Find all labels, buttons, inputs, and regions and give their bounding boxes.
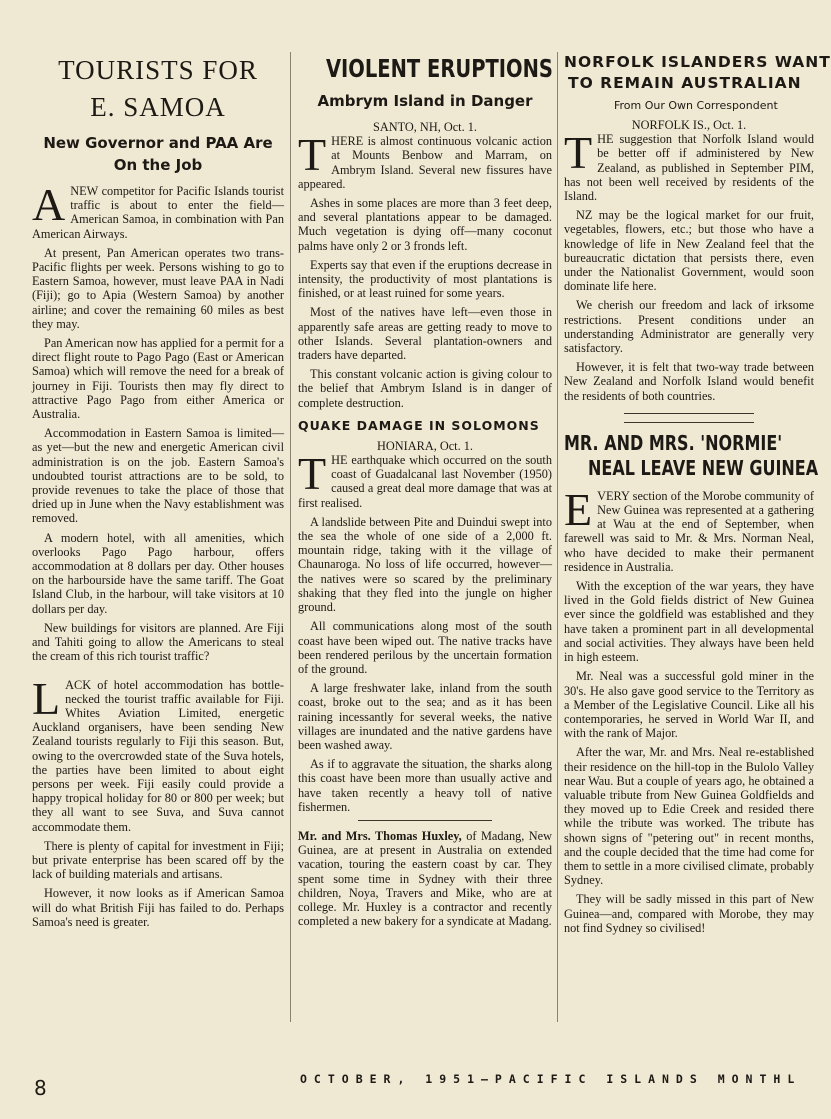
paragraph: This constant volcanic action is giving colour to the belief that Ambrym Island is in danger of complete destruction. — [298, 367, 552, 410]
headline-eruptions: VIOLENT ERUPTIONS — [325, 54, 553, 83]
headline-norfolk-l2: TO REMAIN AUSTRALIAN — [568, 74, 802, 92]
headline-norfolk-l1: NORFOLK ISLANDERS WANT — [564, 53, 831, 71]
paragraph: ANEW competitor for Pacific Islands tourist traffic is about to enter the field—American Samoa, in combination with Pan American Airways. — [32, 179, 284, 241]
subhead-ambrym: Ambrym Island in Danger — [317, 92, 533, 110]
byline: From Our Own Correspondent — [614, 99, 778, 112]
paragraph: New buildings for visitors are planned. Are Fiji and Tahiti going to allow the Americans to steal the cream of this rich tourist traffic? — [32, 620, 284, 664]
paragraph: With the exception of the war years, they have lived in the Gold fields district of New Guinea ever since the goldfield was established and they have taken a prominent part in all developmental and social activities. They always have been held in high esteem. — [564, 579, 814, 665]
headline-tourists-l2: E. SAMOA — [90, 92, 226, 122]
drop-cap: E — [564, 483, 593, 535]
paragraph: Pan American now has applied for a permit for a direct flight route to Pago Pago (East or American Samoa) which will remove the need for a break of journey in Fiji. Tourists then may fly direct to attractive Pago Pago from either America or Australia. — [32, 336, 284, 422]
paragraph: However, it now looks as if American Samoa will do what British Fiji has failed to do. Perhaps Samoa's need is greater. — [32, 886, 284, 929]
column-eruptions — [298, 52, 552, 933]
paragraph: NZ may be the logical market for our fruit, vegetables, flowers, etc.; but those who have a knowledge of life in New Zealand feel that the bureaucratic dictation that persists there, even under the Nationalist Government, would soon dominate life here. — [564, 208, 814, 294]
paragraph: After the war, Mr. and Mrs. Neal re-established their residence on the hill-top in the Bulolo Valley near Wau. But a couple of years ago, he obtained a valuable tribute from New Guinea Goldfields and they moved up to Edie Creek and resided there while the tribute was worked. The tribute has shown signs of "petering out" in recent months, and the couple decided that the time had come for them to settle in a more civilised climate, probably Sydney. — [564, 745, 814, 888]
paragraph: THERE is almost continuous volcanic action at Mounts Benbow and Marram, on Ambrym Island. Several new fissures have appeared. — [298, 129, 552, 191]
paragraph: Experts say that even if the eruptions decrease in intensity, the productivity of most plantations is finished, or at least ruined for some years. — [298, 257, 552, 301]
page-number: 8 — [34, 1076, 47, 1100]
dateline: HONIARA, Oct. 1. — [377, 438, 473, 453]
paragraph-huxley: Mr. and Mrs. Thomas Huxley, of Madang, New Guinea, are at present in Australia on extended vacation, touring the eastern coast by car. They spent some time in Sydney with their three children, Noya, Travers and Mike, who are at college. Mr. Huxley is a contractor and recently completed a new bakery for a syndicate at Madang. — [298, 828, 553, 929]
paragraph: However, it is felt that two-way trade between New Zealand and Norfolk Island would benefit the residents of both countries. — [564, 360, 814, 403]
paragraph: THE suggestion that Norfolk Island would be better off if administered by New Zealand, as published in September PIM, has not been well received by residents of the Island. — [564, 127, 814, 204]
dateline: SANTO, NH, Oct. 1. — [373, 120, 477, 134]
paragraph: At present, Pan American operates two trans-Pacific flights per week. Persons wishing to go to Eastern Samoa, however, must leave PAA in Nadi (Fiji); go to Apia (Western Samoa) by another airline; and cover the remaining 60 miles as best they may. — [32, 245, 284, 331]
paragraph: LACK of hotel accommodation has bottle-necked the tourist traffic available for Fiji. Whites Aviation Limited, energetic Auckland organisers, have been sending New Zealand tourists regularly to Fiji this season. But, owing to the overcrowded state of the Suva hotels, the parties have been limited to about eight persons per week. Fiji easily could provide a happy tropical holiday for 80 or 800 per week; but they all want to see Suva, and Suva cannot accommodate them. — [32, 672, 284, 834]
paragraph: A large freshwater lake, inland from the south coast, broke out to the sea; and as it has been raining incessantly for several weeks, the native villages are inundated and the native gardens have been washed away. — [298, 681, 552, 752]
headline-neal-l1: MR. AND MRS. 'NORMIE' — [564, 430, 783, 455]
drop-cap: T — [298, 129, 327, 181]
drop-cap: T — [298, 448, 327, 500]
paragraph: All communications along most of the south coast have been wiped out. The native tracks have been rendered perilous by the uncertain formation of the ground. — [298, 619, 552, 676]
paragraph: THE earthquake which occurred on the south coast of Guadalcanal last November (1950) caused a great deal more damage that was at first realised. — [298, 448, 552, 510]
dateline: NORFOLK IS., Oct. 1. — [631, 118, 747, 132]
headline-neal-l2: NEAL LEAVE NEW GUINEA — [588, 455, 819, 480]
column-divider — [290, 52, 291, 1022]
column-divider — [557, 52, 558, 1022]
paragraph: As if to aggravate the situation, the sharks along this coast have been more than usually active and have taken recently a heavy toll of native fishermen. — [298, 757, 552, 814]
paragraph: A modern hotel, with all amenities, which overlooks Pago Pago harbour, offers accommodation at 8 dollars per day. Other houses on the harbourside have the same tariff. The Goat Island Club, in the harbour, will take visitors at 10 dollars per day. — [32, 530, 284, 616]
paragraph: Accommodation in Eastern Samoa is limited—as yet—but the new and energetic American civil administration is on the job. Eastern Samoa's undoubted tourist attractions are to be sold, to provide revenues to take the place of those that dried up in June when the Navy establishment was removed. — [32, 426, 284, 526]
divider — [358, 820, 492, 821]
lead-name: Mr. and Mrs. Thomas Huxley, — [298, 828, 462, 843]
paragraph: There is plenty of capital for investment in Fiji; but private enterprise has been scared off by the lack of building materials and artisans. — [32, 838, 284, 882]
paragraph: EVERY section of the Morobe community of New Guinea was represented at a gathering at Wau at the end of September, when farewell was said to Mr. & Mrs. Norman Neal, who have decided to make their permanent residence in Australia. — [564, 483, 814, 574]
footer-masthead: OCTOBER, 1951—PACIFIC ISLANDS MONTHL — [300, 1072, 802, 1086]
column-norfolk — [564, 52, 831, 940]
paragraph: Most of the natives have left—even those in apparently safe areas are getting ready to move to other Islands. Several plantation-owners and traders have departed. — [298, 305, 552, 363]
paragraph: They will be sadly missed in this part of New Guinea—and, compared with Morobe, they may not find Sydney so civilised! — [564, 892, 814, 935]
divider — [624, 413, 754, 414]
drop-cap: L — [32, 672, 61, 724]
paragraph: A landslide between Pite and Duindui swept into the sea the whole of one side of a 2,000 ft. mountain ridge, taking with it the village of Chaunaroga. No loss of life occurred, however—the natives were so scared by the preliminary shaking that they fled into the jungle on higher ground. — [298, 514, 552, 615]
drop-cap: A — [32, 179, 66, 230]
paragraph: Mr. Neal was a successful gold miner in the 30's. He also gave good service to the Territory as a Member of the Legislative Council. Like all his contemporaries, he served in World War II, and with the rank of Major. — [564, 669, 814, 741]
column-tourists — [32, 52, 284, 934]
paragraph: We cherish our freedom and lack of irksome restrictions. Present conditions under an understanding Administrator are generally very satisfactory. — [564, 298, 814, 356]
paragraph: Ashes in some places are more than 3 feet deep, and several plantations appear to be damaged. Much vegetation is dying off—many coconut palms have only 2 or 3 fronds left. — [298, 196, 552, 253]
divider — [624, 422, 754, 423]
subhead-governor: New Governor and PAA Are On the Job — [43, 134, 273, 174]
drop-cap: T — [564, 127, 593, 179]
section-head-quake: QUAKE DAMAGE IN SOLOMONS — [298, 417, 540, 433]
headline-tourists-l1: TOURISTS FOR — [58, 55, 258, 85]
